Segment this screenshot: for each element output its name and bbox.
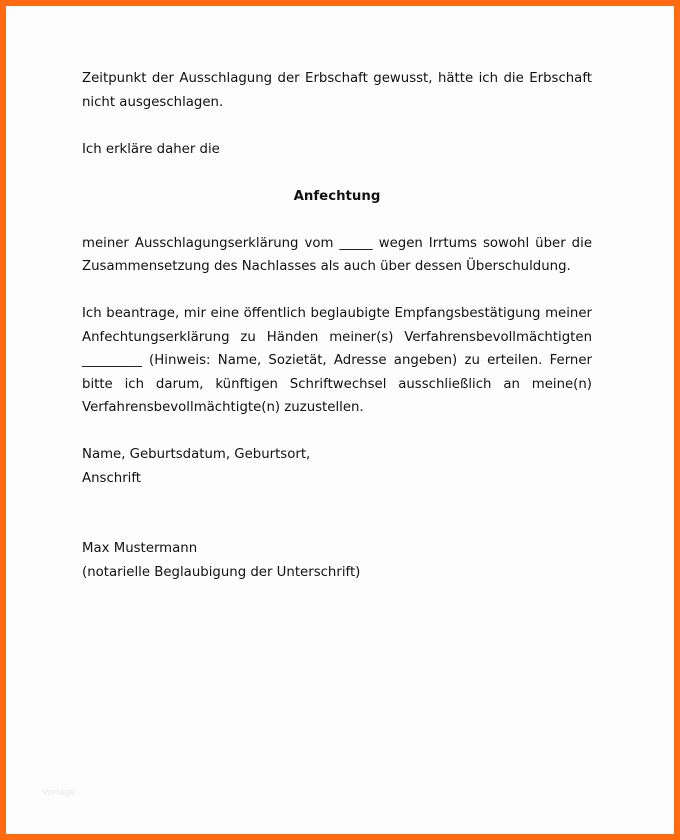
signature-note: (notarielle Beglaubigung der Unterschrift) <box>82 564 361 580</box>
address-line-2: Anschrift <box>82 470 142 486</box>
paragraph-anfechtung: meiner Ausschlagungserklärung vom _____ wegen Irrtums sowohl über die Zusammensetzung des Nachlasses als auch über dessen Überschuldung. <box>82 235 592 274</box>
address-line-1: Name, Geburtsdatum, Geburtsort, <box>82 447 311 462</box>
signature-name: Max Mustermann <box>82 541 198 556</box>
heading-anfechtung: Anfechtung <box>293 188 381 204</box>
letter-body <box>82 67 592 584</box>
watermark: Vorlage <box>42 788 76 798</box>
paragraph-intro: Zeitpunkt der Ausschlagung der Erbschaft gewusst, hätte ich die Erbschaft nicht ausgeschlagen. <box>82 71 592 110</box>
paragraph-request: Ich beantrage, mir eine öffentlich beglaubigte Empfangsbestätigung meiner Anfechtungserklärung zu Händen meiner(s) Verfahrensbevollmächtigten _________ (Hinweis: Name, Sozietät, Adresse angeben) zu erteilen. Ferner bitte ich darum, künftigen Schriftwechsel ausschließlich an meine(n) Verfahrensbevollmächtigte(n) zuzustellen. <box>82 306 592 415</box>
address-block <box>82 443 592 490</box>
signature-block <box>82 537 592 584</box>
paragraph-declare: Ich erkläre daher die <box>82 141 220 157</box>
document-page <box>6 6 674 834</box>
